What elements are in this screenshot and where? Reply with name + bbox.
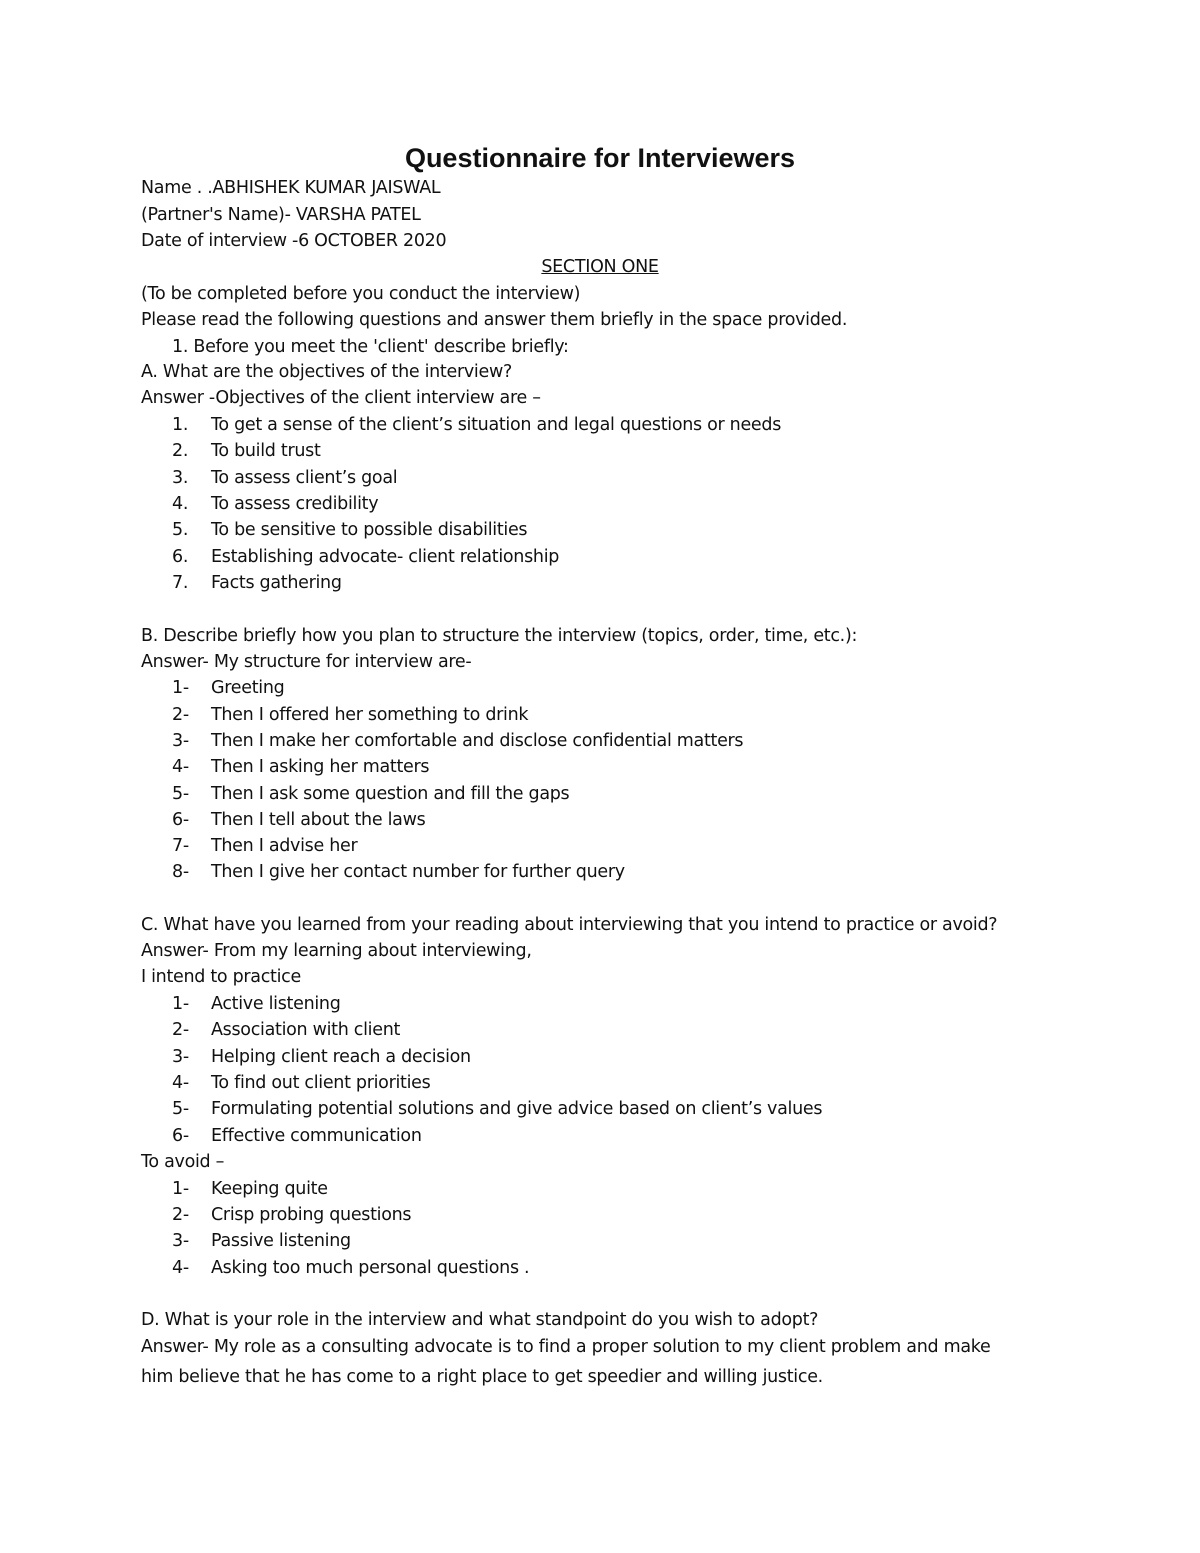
- list-item-number: 7-: [172, 836, 189, 856]
- list-item: To be sensitive to possible disabilities: [211, 520, 528, 540]
- list-item: Greeting: [211, 678, 285, 698]
- list-item-number: 3-: [172, 1231, 189, 1251]
- list-item-number: 1-: [172, 1179, 189, 1199]
- list-item-number: 5-: [172, 784, 189, 804]
- date-line: Date of interview -6 OCTOBER 2020: [141, 231, 447, 251]
- question-d: D. What is your role in the interview and what standpoint do you wish to adopt?: [141, 1310, 819, 1330]
- list-item-number: 4-: [172, 757, 189, 777]
- intro-line: (To be completed before you conduct the interview): [141, 284, 581, 304]
- list-item-number: 4.: [172, 494, 189, 514]
- list-item-number: 4-: [172, 1258, 189, 1278]
- list-item-number: 5.: [172, 520, 189, 540]
- list-item: Asking too much personal questions .: [211, 1258, 530, 1278]
- avoid-label: To avoid –: [141, 1152, 225, 1172]
- list-item: To assess client’s goal: [211, 468, 398, 488]
- question-a: A. What are the objectives of the interview?: [141, 362, 512, 382]
- list-item: To build trust: [211, 441, 321, 461]
- list-item-number: 3-: [172, 731, 189, 751]
- list-item: Then I offered her something to drink: [211, 705, 529, 725]
- answer-b-intro: Answer- My structure for interview are-: [141, 652, 472, 672]
- list-item-number: 3.: [172, 468, 189, 488]
- list-item: Then I asking her matters: [211, 757, 430, 777]
- answer-d-line: Answer- My role as a consulting advocate is to find a proper solution to my client problem and make: [141, 1337, 991, 1357]
- list-item-number: 8-: [172, 862, 189, 882]
- list-item-number: 1-: [172, 994, 189, 1014]
- list-item-number: 7.: [172, 573, 189, 593]
- list-item: Then I tell about the laws: [211, 810, 426, 830]
- list-item-number: 6.: [172, 547, 189, 567]
- list-item-number: 6-: [172, 810, 189, 830]
- list-item: Then I make her comfortable and disclose confidential matters: [211, 731, 744, 751]
- list-item-number: 1.: [172, 415, 189, 435]
- answer-a-intro: Answer -Objectives of the client interview are –: [141, 388, 541, 408]
- list-item: To assess credibility: [211, 494, 379, 514]
- list-item: Keeping quite: [211, 1179, 328, 1199]
- list-item: Then I give her contact number for further query: [211, 862, 625, 882]
- list-item-number: 2-: [172, 1205, 189, 1225]
- list-item: Formulating potential solutions and give advice based on client’s values: [211, 1099, 823, 1119]
- list-item-number: 6-: [172, 1126, 189, 1146]
- list-item: To find out client priorities: [211, 1073, 431, 1093]
- list-item: Crisp probing questions: [211, 1205, 412, 1225]
- list-item-number: 1-: [172, 678, 189, 698]
- list-item-number: 3-: [172, 1047, 189, 1067]
- name-line: Name . .ABHISHEK KUMAR JAISWAL: [141, 178, 441, 198]
- section-heading: [0, 255, 1200, 279]
- answer-c-intro: Answer- From my learning about interviewing,: [141, 941, 532, 961]
- list-item: Helping client reach a decision: [211, 1047, 471, 1067]
- list-item: To get a sense of the client’s situation and legal questions or needs: [211, 415, 782, 435]
- answer-d-line: him believe that he has come to a right place to get speedier and willing justice.: [141, 1367, 823, 1387]
- list-item: Establishing advocate- client relationship: [211, 547, 560, 567]
- question-b: B. Describe briefly how you plan to structure the interview (topics, order, time, etc.):: [141, 626, 858, 646]
- list-item-number: 2.: [172, 441, 189, 461]
- list-item-number: 2-: [172, 705, 189, 725]
- list-item: Then I advise her: [211, 836, 358, 856]
- list-item: Effective communication: [211, 1126, 422, 1146]
- list-item: Then I ask some question and fill the gaps: [211, 784, 570, 804]
- list-item-number: 5-: [172, 1099, 189, 1119]
- list-item: Passive listening: [211, 1231, 351, 1251]
- list-item: Association with client: [211, 1020, 401, 1040]
- practice-label: I intend to practice: [141, 967, 301, 987]
- question-c: C. What have you learned from your reading about interviewing that you intend to practice or avoid?: [141, 915, 998, 935]
- partner-line: (Partner's Name)- VARSHA PATEL: [141, 205, 421, 225]
- intro-line: 1. Before you meet the 'client' describe briefly:: [172, 337, 569, 357]
- section-heading-text: SECTION ONE: [541, 257, 659, 277]
- list-item-number: 2-: [172, 1020, 189, 1040]
- list-item: Facts gathering: [211, 573, 342, 593]
- list-item-number: 4-: [172, 1073, 189, 1093]
- page-title: Questionnaire for Interviewers: [404, 143, 796, 173]
- intro-line: Please read the following questions and answer them briefly in the space provided.: [141, 310, 848, 330]
- list-item: Active listening: [211, 994, 341, 1014]
